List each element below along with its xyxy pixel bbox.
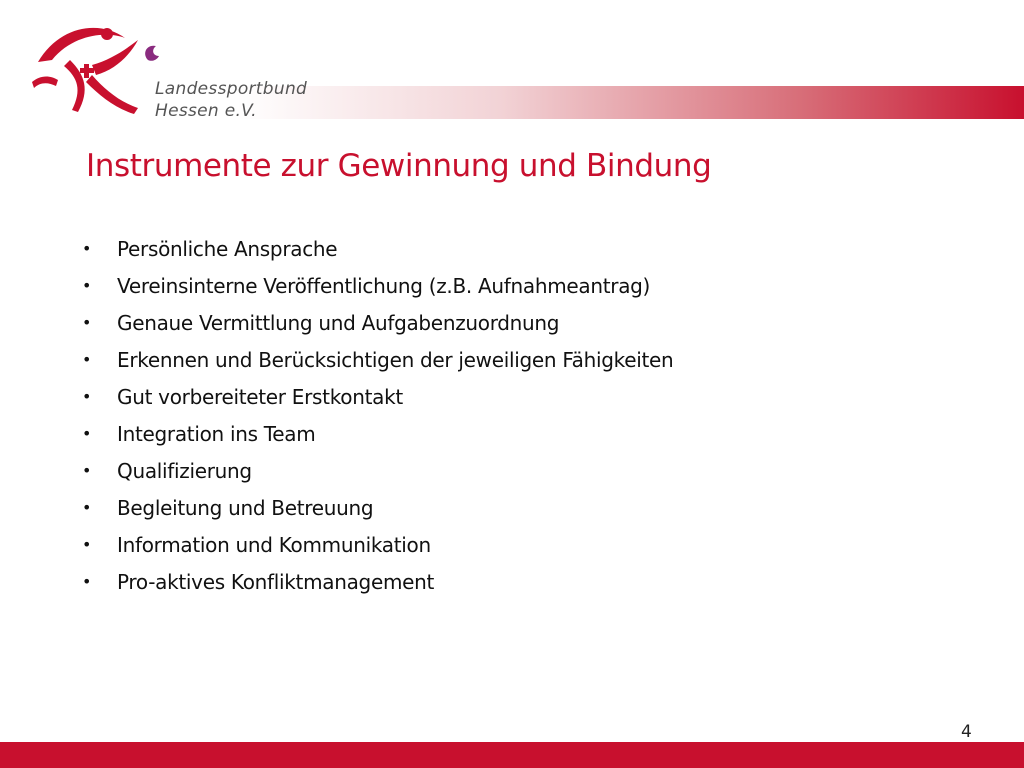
- bullet-marker: •: [82, 313, 92, 332]
- bullet-text: Vereinsinterne Veröffentlichung (z.B. Aufnahmeantrag): [117, 274, 651, 298]
- bullet-text: Gut vorbereiteter Erstkontakt: [117, 385, 403, 409]
- bullet-item: [80, 565, 673, 602]
- footer-band: [0, 742, 1024, 768]
- bullet-text: Information und Kommunikation: [117, 533, 431, 557]
- bullet-item: [80, 528, 673, 565]
- organization-name-line1: Landessportbund: [155, 79, 308, 99]
- slide-title: Instrumente zur Gewinnung und Bindung: [86, 148, 712, 184]
- bullet-item: [80, 380, 673, 417]
- bullet-list: [80, 232, 673, 602]
- bullet-text: Integration ins Team: [117, 422, 316, 446]
- bullet-text: Pro-aktives Konfliktmanagement: [117, 570, 435, 594]
- lsbh-logo-icon: [30, 20, 170, 125]
- bullet-item: [80, 417, 673, 454]
- bullet-item: [80, 232, 673, 269]
- organization-name-line2: Hessen e.V.: [155, 101, 257, 121]
- bullet-text: Genaue Vermittlung und Aufgabenzuordnung: [117, 311, 560, 335]
- bullet-item: [80, 269, 673, 306]
- bullet-marker: •: [82, 572, 92, 591]
- bullet-text: Persönliche Ansprache: [117, 237, 338, 261]
- bullet-item: [80, 491, 673, 528]
- bullet-item: [80, 306, 673, 343]
- bullet-item: [80, 454, 673, 491]
- bullet-text: Qualifizierung: [117, 459, 252, 483]
- bullet-marker: •: [82, 387, 92, 406]
- bullet-marker: •: [82, 498, 92, 517]
- bullet-marker: •: [82, 350, 92, 369]
- bullet-text: Begleitung und Betreuung: [117, 496, 374, 520]
- bullet-marker: •: [82, 424, 92, 443]
- bullet-marker: •: [82, 461, 92, 480]
- bullet-text: Erkennen und Berücksichtigen der jeweiligen Fähigkeiten: [117, 348, 674, 372]
- organization-name: [155, 78, 307, 122]
- page-number: 4: [961, 722, 972, 742]
- bullet-marker: •: [82, 276, 92, 295]
- bullet-item: [80, 343, 673, 380]
- bullet-marker: •: [82, 239, 92, 258]
- bullet-marker: •: [82, 535, 92, 554]
